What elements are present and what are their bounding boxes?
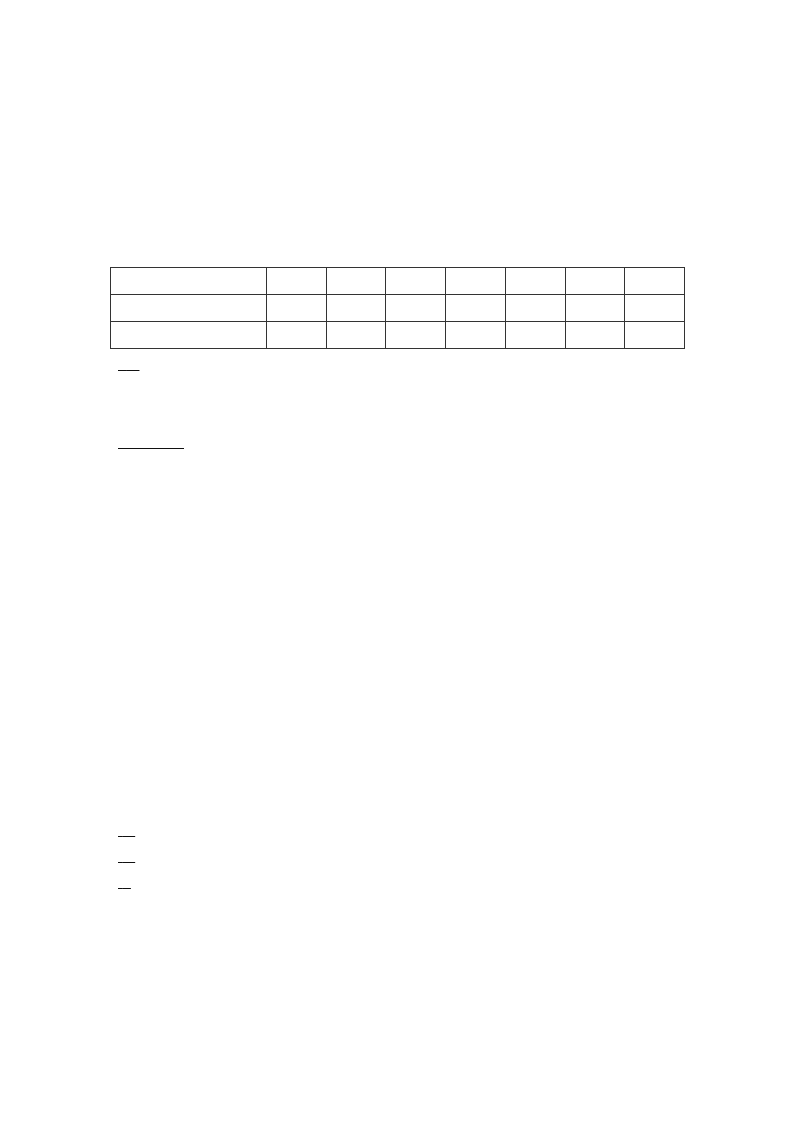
s1-answer: [118, 821, 135, 837]
s2-answer: [118, 847, 135, 863]
table-row: [111, 295, 685, 322]
table-cell: [267, 322, 327, 349]
table-cell: [267, 295, 327, 322]
table-header-cell: [386, 268, 446, 295]
table-cell: [625, 322, 685, 349]
q14-sub-2: [118, 844, 686, 866]
analysis-line-2: [118, 408, 127, 424]
table-cell: [446, 295, 506, 322]
table-row-label: [111, 295, 267, 322]
table-cell: [386, 295, 446, 322]
table-header-cell: [111, 268, 267, 295]
table-header-cell: [565, 268, 625, 295]
table-cell: [386, 322, 446, 349]
table-cell: [625, 295, 685, 322]
table-header-cell: [625, 268, 685, 295]
table-cell: [326, 322, 386, 349]
table-row: [111, 268, 685, 295]
q14-sub-3: [118, 870, 686, 897]
s3-answer: [118, 873, 131, 889]
table-cell: [326, 295, 386, 322]
table-header-cell: [267, 268, 327, 295]
q14-sub-1: [118, 818, 686, 840]
table-cell: [505, 295, 565, 322]
table-cell: [505, 322, 565, 349]
table-cell: [565, 322, 625, 349]
q3-answer: [118, 355, 139, 371]
table-row-label: [111, 322, 267, 349]
analysis-line-1: [118, 378, 686, 400]
table-header-cell: [326, 268, 386, 295]
table-header-cell: [446, 268, 506, 295]
scatter-graph-top: [330, 98, 490, 260]
line-graph-bottom: [330, 508, 490, 653]
table-cell: [446, 322, 506, 349]
q3-line: [118, 352, 686, 374]
fraction-bar: [118, 448, 184, 449]
conclusion-line-1: [118, 661, 686, 683]
table-header-cell: [505, 268, 565, 295]
table-row: [111, 322, 685, 349]
table-cell: [565, 295, 625, 322]
data-table: [110, 267, 685, 349]
